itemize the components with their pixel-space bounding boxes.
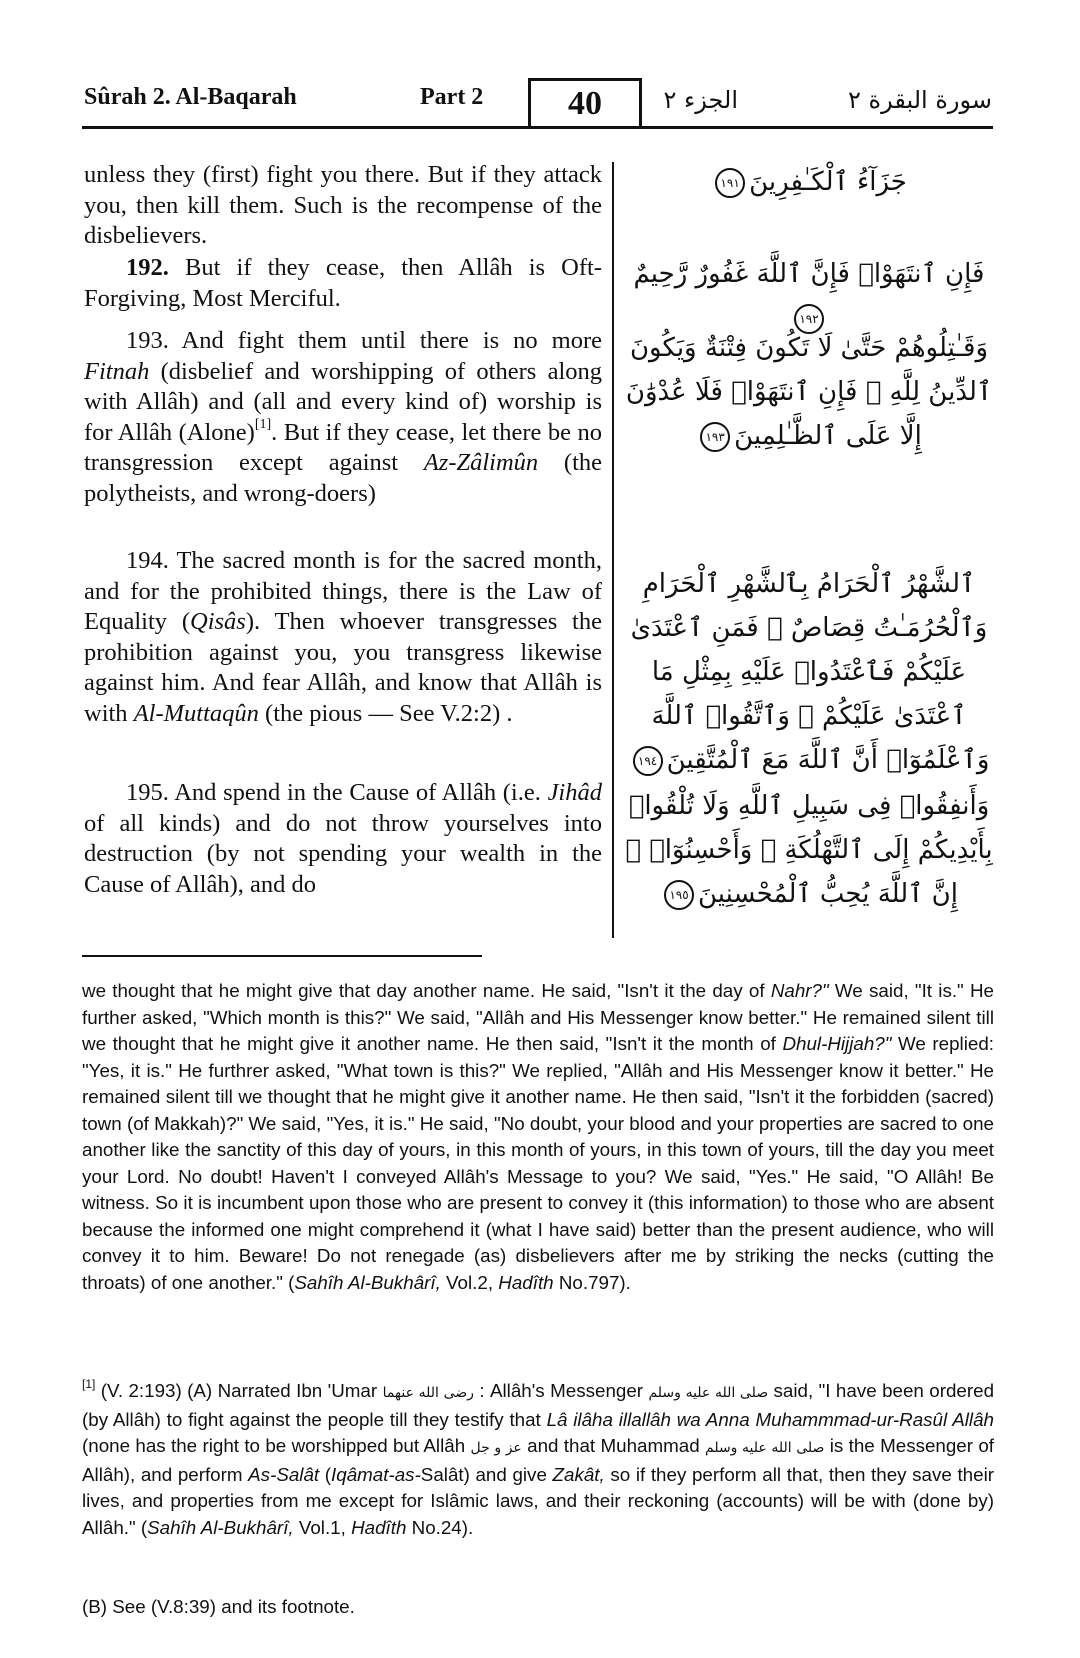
reference-hadith: Hadîth (498, 1271, 554, 1293)
page-number: 40 (528, 78, 642, 126)
verse-text: of all kinds) and do not throw yourselves into destruction (by not spending your wealth in the Cause of Allâh), and do (84, 809, 602, 898)
footnote-ref[interactable]: [1] (254, 416, 272, 432)
verse-text: But if they cease, then Allâh is Oft-Forgiving, Most Merciful. (84, 254, 602, 312)
term-zakat: Zakât, (552, 1463, 605, 1485)
footnote-text: and that Muhammad (521, 1435, 705, 1456)
verse-text: . But if they cease, let there be no transgression except against (84, 418, 602, 476)
arabic-text: جَزَآءُ ٱلْكَـٰفِرِينَ (749, 167, 907, 197)
arabic-honorific: رضى الله عنهما (382, 1385, 474, 1401)
verse-number: 193 (126, 327, 163, 354)
ayah-number-icon: ١٩٣ (700, 422, 730, 452)
footnote-text: is the Messenger of Allâh), and perform (82, 1435, 995, 1485)
term-shahada: Lâ ilâha illallâh wa Anna Muhammmad-ur-Rasûl Allâh (546, 1408, 994, 1430)
surah-title: Sûrah 2. Al-Baqarah (84, 84, 297, 110)
paragraph-191-end: unless they (first) fight you there. But if they attack you, then kill them. Such is the recompense of the disbelievers. (84, 161, 602, 249)
footnote-text: said, "I have been ordered (by Allâh) to fight against the people till they testify that (82, 1380, 995, 1430)
term-muttaqun: Al-Muttaqûn (133, 699, 259, 727)
verse-192 (84, 253, 602, 314)
ayah-number-icon: ١٩١ (715, 168, 745, 198)
term-as-salat: As-Salât (248, 1463, 320, 1485)
footnote-text: ( (319, 1463, 332, 1485)
verse-194 (84, 546, 602, 729)
term-jihad: Jihâd (547, 779, 602, 806)
arabic-text: ٱلشَّهْرُ ٱلْحَرَامُ بِٱلشَّهْرِ ٱلْحَرَامِ وَٱلْحُرُمَـٰتُ قِصَاصٌ ۚ فَمَنِ ٱعْتَدَىٰ عَلَيْكُمْ فَٱعْتَدُوا۟ عَلَيْهِ بِمِثْلِ مَا ٱعْتَدَىٰ عَلَيْكُمْ ۚ وَٱتَّقُوا۟ ٱللَّهَ وَٱعْلَمُوٓا۟ أَنَّ ٱللَّهَ مَعَ ٱلْمُتَّقِينَ (630, 569, 990, 775)
reference-hadith: Hadîth (351, 1516, 407, 1538)
translation-continued (84, 160, 602, 252)
term-fitnah: Fitnah (84, 357, 150, 385)
verse-193 (84, 326, 602, 509)
term-iqamat: Iqâmat-as- (331, 1463, 421, 1485)
verse-number: 194 (126, 547, 163, 574)
surah-arabic-title: سورة البقرة ٢ (848, 86, 992, 114)
arabic-text: وَقَـٰتِلُوهُمْ حَتَّىٰ لَا تَكُونَ فِتْنَةٌ وَيَكُونَ ٱلدِّينُ لِلَّهِ ۖ فَإِنِ ٱنتَهَوْا۟ فَلَا عُدْوَٰنَ إِلَّا عَلَى ٱلظَّـٰلِمِينَ (625, 333, 993, 451)
verse-number: 195 (126, 779, 163, 806)
footnote-text: (B) See (V.8:39) and its footnote. (82, 1596, 355, 1617)
footnote-text: Salât) and give (420, 1463, 553, 1485)
column-divider (612, 162, 614, 938)
reference-source: Sahîh Al-Bukhârî, (147, 1516, 294, 1538)
footnote-text: We replied: "Yes, it is." He furthrer asked, "What town is this?" We replied, "Allâh and His Messenger know it better." He remained silent till we thought that he might give it another name. He then said, "Isn't it the forbidden (sacred) town (of Makkah)?" We said, "Yes, it is." He said, "No doubt, your blood and your properties are sacred to one another like the sanctity of this day of yours, in this month of yours, in this town of yours, till the day you meet your Lord. No doubt! Haven't I conveyed Allâh's Message to you? We said, "Yes." He said, "O Allâh! Be witness. So it is incumbent upon those who are present to convey it (this information) to those who are absent because the informed one might comprehend it (what I have said) better than the present audience, who will convey it to him. Beware! Do not renegade (as) disbelievers after me by striking the necks (cutting the throats) of one another." ( (82, 1033, 994, 1293)
arabic-text: فَإِنِ ٱنتَهَوْا۟ فَإِنَّ ٱللَّهَ غَفُورٌ رَّحِيمٌ (633, 259, 985, 289)
verse-195 (84, 778, 602, 900)
footnote-rule (82, 955, 482, 957)
reference-volume: Vol.2, (440, 1271, 499, 1293)
footnote-text: so if they perform all that, then they save their lives, and properties from me except for Islâmic laws, and their reckoning (accounts) will be with (done by) Allâh." ( (82, 1463, 994, 1538)
footnote-b (82, 1594, 994, 1621)
footnote-marker: [1] (82, 1377, 96, 1391)
footnote-text: (none has the right to be worshipped but Allâh (82, 1435, 471, 1456)
footnote-text: we thought that he might give that day another name. He said, "Isn't it the day of (82, 980, 771, 1001)
verse-text: . The sacred month is for the sacred month, and for the prohibited things, there is the Law of Equality ( (84, 547, 602, 635)
footnote-text: We said, "It is." He further asked, "Which month is this?" We said, "Allâh and His Messenger know better." He remained silent till we thought that he might give it another name. He then said, "Isn't it the month of (82, 980, 994, 1054)
verse-text: (disbelief and worshipping of others along with Allâh) and (all and every kind of) worship is for Allâh (Alone) (84, 357, 602, 446)
verse-number: 192. (126, 254, 169, 281)
ayah-number-icon: ١٩٢ (794, 304, 824, 334)
ayah-number-icon: ١٩٤ (633, 746, 663, 776)
arabic-verse-194 (624, 562, 994, 782)
arabic-honorific: عز و جل (470, 1440, 522, 1456)
footnote-text: (V. 2:193) (A) Narrated Ibn 'Umar (95, 1380, 383, 1401)
arabic-honorific: صلى الله عليه وسلم (705, 1440, 825, 1456)
verse-text: . And fight them until there is no more (162, 327, 602, 354)
footnote-text: : Allâh's Messenger (473, 1380, 649, 1401)
reference-number: No.797). (553, 1271, 631, 1293)
term-az-zalimun: Az-Zâlimûn (423, 449, 539, 476)
juz-arabic: الجزء ٢ (663, 86, 738, 114)
footnote-continued (82, 978, 994, 1296)
arabic-honorific: صلى الله عليه وسلم (648, 1385, 769, 1401)
reference-volume: Vol.1, (293, 1516, 352, 1538)
term-nahr: Nahr?" (770, 980, 829, 1001)
arabic-verse-195 (624, 784, 994, 916)
reference-number: No.24). (406, 1516, 474, 1538)
term-dhul-hijjah: Dhul-Hijjah?" (782, 1033, 892, 1054)
arabic-verse-191 (624, 160, 994, 204)
arabic-verse-193 (624, 326, 994, 458)
verse-text: ). Then whoever transgresses the prohibition against you, you transgress likewise against him. And fear Allâh, and know that Allâh is with (84, 608, 602, 727)
verse-text: . And spend in the Cause of Allâh (i.e. (162, 779, 548, 806)
footnote-1 (82, 1378, 994, 1541)
term-qisas: Qisâs (190, 608, 246, 635)
arabic-text: وَأَنفِقُوا۟ فِى سَبِيلِ ٱللَّهِ وَلَا تُلْقُوا۟ بِأَيْدِيكُمْ إِلَى ٱلتَّهْلُكَةِ ۛ وَأَحْسِنُوٓا۟ ۛ إِنَّ ٱللَّهَ يُحِبُّ ٱلْمُحْسِنِينَ (625, 791, 993, 909)
ayah-number-icon: ١٩٥ (664, 880, 694, 910)
part-label: Part 2 (420, 84, 484, 110)
verse-text: (the polytheists, and wrong-doers) (84, 449, 602, 507)
verse-text: (the pious — See V.2:2) . (258, 699, 513, 727)
header-rule (82, 126, 993, 129)
reference-source: Sahîh Al-Bukhârî, (294, 1271, 441, 1293)
